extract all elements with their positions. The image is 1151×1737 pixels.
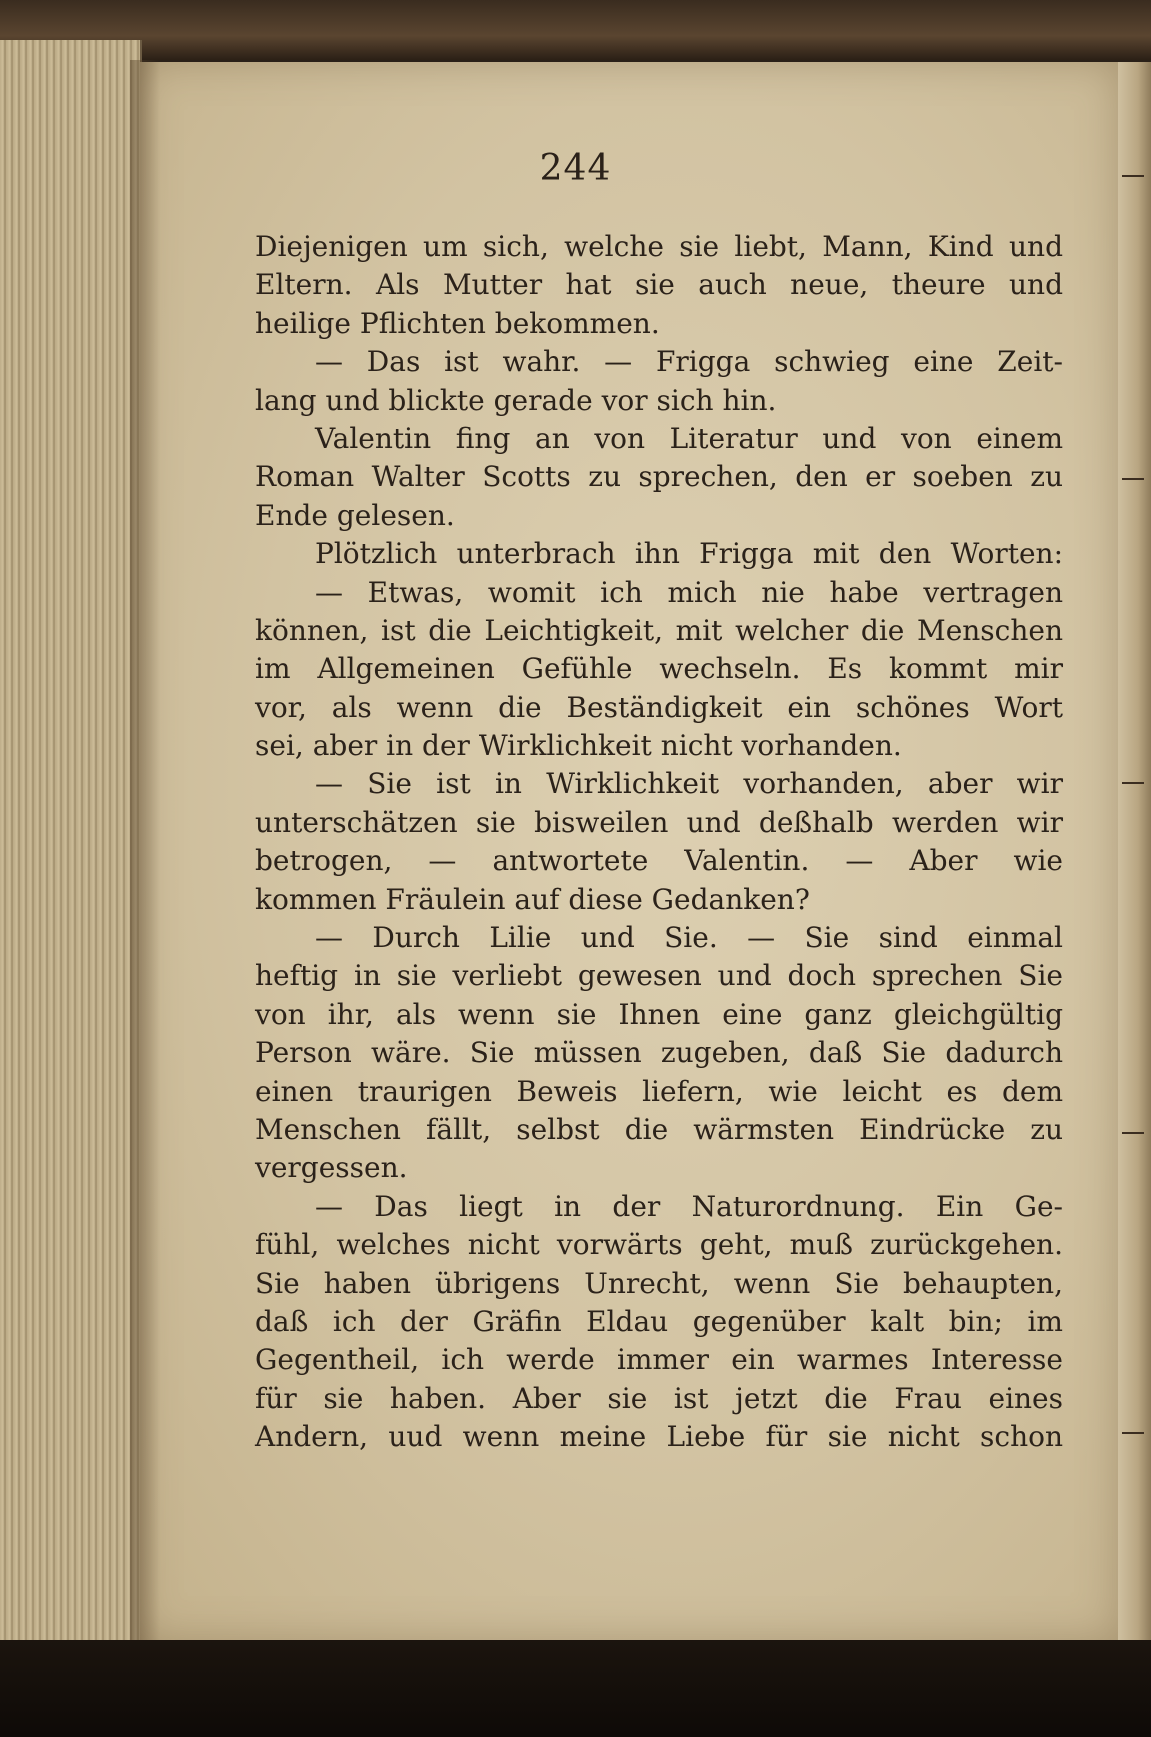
ruler-mark: [1122, 782, 1144, 784]
text-line: vergessen.: [255, 1151, 408, 1185]
text-line: unterschätzen sie bisweilen und deßhalb werden wir: [255, 805, 1063, 839]
text-line: einen traurigen Beweis liefern, wie leicht es dem: [255, 1074, 1063, 1108]
ruler-mark: [1122, 1132, 1144, 1134]
text-line: Sie haben übrigens Unrecht, wenn Sie behaupten,: [255, 1266, 1063, 1300]
text-line: lang und blickte gerade vor sich hin.: [255, 383, 777, 417]
text-line: Plötzlich unterbrach ihn Frigga mit den Worten:: [315, 537, 1063, 571]
text-line: von ihr, als wenn sie Ihnen eine ganz gleichgültig: [255, 997, 1063, 1031]
text-line: — Das ist wahr. — Frigga schwieg eine Zeit-: [315, 345, 1063, 379]
text-line: für sie haben. Aber sie ist jetzt die Frau eines: [255, 1381, 1063, 1415]
next-page-edge: [1118, 62, 1151, 1640]
text-line: im Allgemeinen Gefühle wechseln. Es kommt mir: [255, 652, 1063, 686]
book-bottom-edge: [0, 1640, 1151, 1737]
book-top-edge: [0, 0, 1151, 60]
body-text: [255, 228, 1063, 1457]
text-line: heftig in sie verliebt gewesen und doch sprechen Sie: [255, 959, 1063, 993]
text-line: — Durch Lilie und Sie. — Sie sind einmal: [315, 921, 1063, 955]
text-line: können, ist die Leichtigkeit, mit welcher die Menschen: [255, 613, 1063, 647]
text-line: sei, aber in der Wirklichkeit nicht vorhanden.: [255, 729, 902, 763]
text-line: daß ich der Gräfin Eldau gegenüber kalt bin; im: [255, 1304, 1063, 1338]
text-line: betrogen, — antwortete Valentin. — Aber wie: [255, 844, 1063, 878]
text-line: Valentin fing an von Literatur und von einem: [315, 421, 1063, 455]
text-line: — Sie ist in Wirklichkeit vorhanden, aber wir: [315, 767, 1063, 801]
page-number: 244: [539, 148, 612, 189]
text-line: fühl, welches nicht vorwärts geht, muß zurückgehen.: [255, 1228, 1063, 1262]
text-line: kommen Fräulein auf diese Gedanken?: [255, 882, 810, 916]
text-line: vor, als wenn die Beständigkeit ein schönes Wort: [255, 690, 1063, 724]
text-line: Andern, uud wenn meine Liebe für sie nicht schon: [255, 1420, 1063, 1454]
page-edges-left: [0, 40, 142, 1660]
text-line: Diejenigen um sich, welche sie liebt, Mann, Kind und: [255, 230, 1063, 263]
ruler-mark: [1122, 478, 1144, 480]
text-line: Ende gelesen.: [255, 498, 455, 532]
text-line: Roman Walter Scotts zu sprechen, den er soeben zu: [255, 460, 1063, 494]
text-line: — Das liegt in der Naturordnung. Ein Ge-: [315, 1189, 1063, 1223]
spine-shadow: [130, 60, 160, 1640]
text-line: Eltern. Als Mutter hat sie auch neue, theure und: [255, 268, 1063, 302]
ruler-mark: [1122, 1432, 1144, 1434]
text-line: Person wäre. Sie müssen zugeben, daß Sie dadurch: [255, 1036, 1063, 1070]
text-line: — Etwas, womit ich mich nie habe vertragen: [315, 575, 1063, 609]
text-line: Menschen fällt, selbst die wärmsten Eindrücke zu: [255, 1112, 1063, 1146]
text-line: Gegentheil, ich werde immer ein warmes Interesse: [255, 1343, 1063, 1377]
text-line: heilige Pflichten bekommen.: [255, 306, 660, 340]
